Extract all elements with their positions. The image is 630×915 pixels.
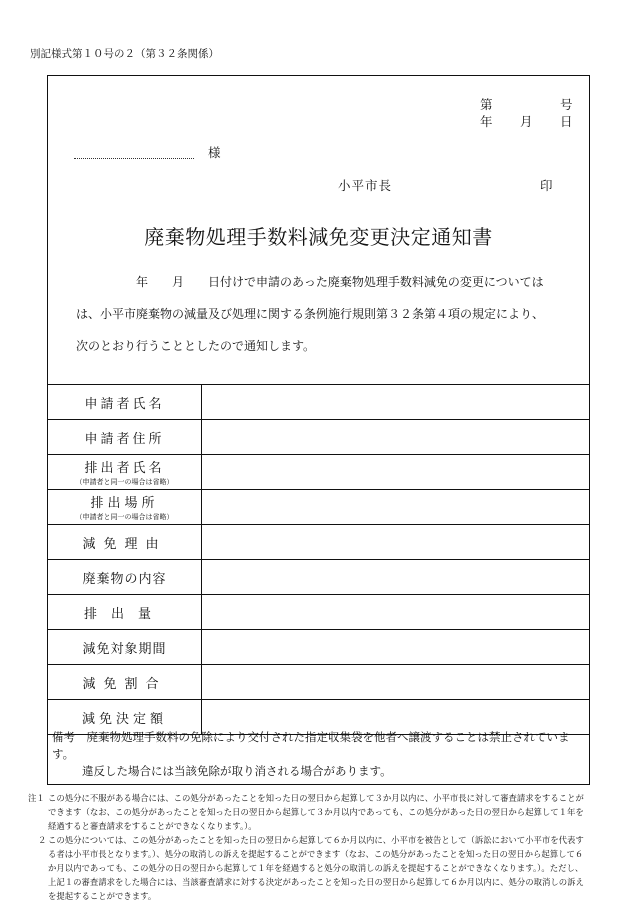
table-row: [48, 560, 589, 595]
row-label: 減免理由: [48, 525, 202, 560]
row-value-field: [202, 525, 590, 560]
number-suffix: 号: [560, 97, 573, 112]
body-line-1: 年 月 日付けで申請のあった廃棄物処理手数料減免の変更については: [136, 275, 544, 289]
addressee-honorific: 様: [208, 145, 221, 160]
date-day: 日: [560, 114, 573, 129]
table-row: [48, 385, 589, 420]
document-title: 廃棄物処理手数料減免変更決定通知書: [144, 225, 493, 249]
table-row: [48, 595, 589, 630]
row-label: 申請者住所: [48, 420, 202, 455]
table-row: [48, 665, 589, 700]
footnote-number: 注１: [28, 793, 45, 803]
row-label: 廃棄物の内容: [48, 560, 202, 595]
addressee-line: [74, 158, 194, 159]
footnote-text: この処分については、この処分があったことを知った日の翌日から起算して６か月以内に、小平市を被告として（訴訟において小平市を代表する者は小平市長となります。）、処分の取消しの訴えを提起することができます（なお、この処分があったことを知った日の翌日から起算して６か月以内であっても、この処分の日の翌日から起算して１年を経過すると処分の取消しの訴えを提起することができなくなります。）。ただし、上記１の審査請求をした場合には、当該審査請求に対する決定があったことを知った日の翌日から起算して６か月以内に、処分の取消しの訴えを提起することができます。: [48, 835, 584, 901]
row-label: 排出量: [48, 595, 202, 630]
row-value-field: [202, 665, 590, 700]
notice-frame: [47, 75, 590, 785]
row-label: 減免割合: [48, 665, 202, 700]
table-row: [48, 490, 589, 525]
seal-mark: 印: [540, 178, 553, 193]
row-value-field: [202, 420, 590, 455]
row-value-field: [202, 560, 590, 595]
row-value-field: [202, 455, 590, 490]
remarks: [52, 729, 589, 780]
row-label: 減免対象期間: [48, 630, 202, 665]
row-label: 排出者氏名 （申請者と同一の場合は省略）: [48, 455, 202, 490]
issuer-mayor: 小平市長: [338, 178, 393, 193]
date-year: 年: [480, 114, 493, 129]
table-row: [48, 630, 589, 665]
details-table: [48, 384, 589, 735]
row-label: 申請者氏名: [48, 385, 202, 420]
form-reference: 別記様式第１０号の２（第３２条関係）: [30, 48, 219, 60]
row-value-field: [202, 385, 590, 420]
footnote-2: [38, 833, 588, 903]
footnote-number: ２: [38, 835, 47, 845]
row-sublabel: （申請者と同一の場合は省略）: [75, 478, 174, 486]
row-label: 減免決定額: [48, 700, 202, 735]
row-value-field: [202, 490, 590, 525]
date-month: 月: [520, 114, 533, 129]
table-row: [48, 525, 589, 560]
body-line-3: 次のとおり行うこととしたので通知します。: [76, 339, 316, 353]
footnote-1: [28, 791, 588, 833]
row-label: 排出場所 （申請者と同一の場合は省略）: [48, 490, 202, 525]
table-row: [48, 420, 589, 455]
row-value-field: [202, 595, 590, 630]
row-value-field: [202, 630, 590, 665]
footnote-text: この処分に不服がある場合には、この処分があったことを知った日の翌日から起算して３か月以内に、小平市長に対して審査請求をすることができます（なお、この処分があったことを知った日の翌日から起算して３か月以内であっても、この処分があった日の翌日から起算して１年を経過すると審査請求をすることができなくなります。）。: [48, 793, 584, 831]
body-line-2: は、小平市廃棄物の減量及び処理に関する条例施行規則第３２条第４項の規定により、: [76, 307, 545, 321]
table-row: [48, 455, 589, 490]
remarks-line-1: 備考 廃棄物処理手数料の免除により交付された指定収集袋を他者へ譲渡することは禁止されています。: [52, 730, 570, 761]
number-prefix: 第: [480, 97, 493, 112]
row-sublabel: （申請者と同一の場合は省略）: [75, 513, 174, 521]
remarks-line-2: 違反した場合には当該免除が取り消される場合があります。: [82, 764, 392, 778]
